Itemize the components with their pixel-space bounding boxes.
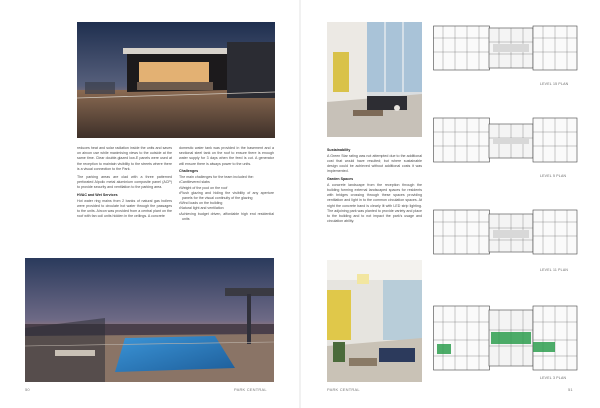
floor-plan-level-11 (433, 206, 578, 258)
plan-label: LEVEL 3 PLAN (540, 376, 567, 380)
floor-plan-level-15 (433, 22, 578, 74)
plan-label: LEVEL 15 PLAN (540, 82, 569, 86)
challenges-intro: The main challenges for the team included the: (179, 175, 254, 180)
spread-gutter (299, 0, 301, 408)
footer-page-number: 51 (568, 387, 573, 392)
challenges-list (179, 180, 274, 222)
sustainability-paragraph: A Green Star rating was not attempted due to the additional cost that would have resulted; but where sustainable design could be achieved without additional costs it was implemented. (327, 153, 422, 174)
left-text-column-2 (179, 146, 274, 222)
body-paragraph: The parking areas are clad with a three patterned perforated Alpolic metal aluminium composite panel (ACP) to provide security and ventilation to the parking area. (77, 174, 172, 190)
body-paragraph: domestic water tank was provided in the basement and a sectional steel tank on the roof to ensure there is enough water supply for 3 days when the feed is cut. A generator will ensure there is always power to the units. (179, 146, 274, 166)
plan-label: LEVEL 5 PLAN (540, 174, 567, 178)
rooftop-bar-photo (77, 22, 275, 138)
interior-lounge-photo (327, 260, 422, 382)
footer-title: PARK CENTRAL (327, 387, 360, 392)
list-item: • Flush glazing and hiding the visibility of any aperture panels for the visual continuity of the glazing (179, 191, 274, 201)
rooftop-pool-photo (25, 258, 274, 382)
footer-title: PARK CENTRAL (234, 387, 267, 392)
garden-heading: Garden Spaces (327, 177, 354, 182)
sustainability-heading: Sustainability (327, 148, 351, 152)
plan-label: LEVEL 11 PLAN (540, 268, 569, 272)
hvac-paragraph: Hot water ring mains from 2 banks of natural gas boilers were provided to circulate hot water through the passages to the units. Aircon was provided from a central plant on the roof with fan coil units hidden in the ceilings. A concrete (77, 198, 172, 219)
list-item: • Natural light and ventilation (179, 206, 274, 211)
list-item: • Cantilevered slabs (179, 180, 274, 185)
floor-plan-level-3 (433, 300, 578, 376)
left-text-column-1 (77, 146, 172, 222)
hvac-heading: HVAC and Wet Services (77, 192, 118, 197)
list-item: • Wind loads on the building (179, 201, 274, 206)
garden-paragraph: A concrete landscape from the reception through the building forming external landscaped spaces for residents with bridges crossing through these spaces providing ventilation and light in to the common circulation spaces. At night the concrete band is clearly lit with LED strip lighting. The adjoining park was planted to provide variety and place to the building and to not impact the park's usage and circulation ability. (327, 182, 422, 224)
challenges-heading: Challenges (179, 169, 199, 174)
list-item: • Weight of the pool on the roof (179, 186, 274, 191)
floor-plan-level-5 (433, 114, 578, 166)
list-item: • Achieving budget driven, affordable high end residential units (179, 212, 274, 222)
footer-page-number: 50 (25, 387, 30, 392)
right-text-column (327, 146, 422, 227)
body-paragraph: reduces heat and solar radiation inside the units and saves on aircon use while maximising views to the outside at the same time. Clear double-glazed low-E panels were used at the reception to maintain visibility to the streets where there is a visual connection to the Park. (77, 146, 172, 171)
interior-living-photo (327, 22, 422, 137)
